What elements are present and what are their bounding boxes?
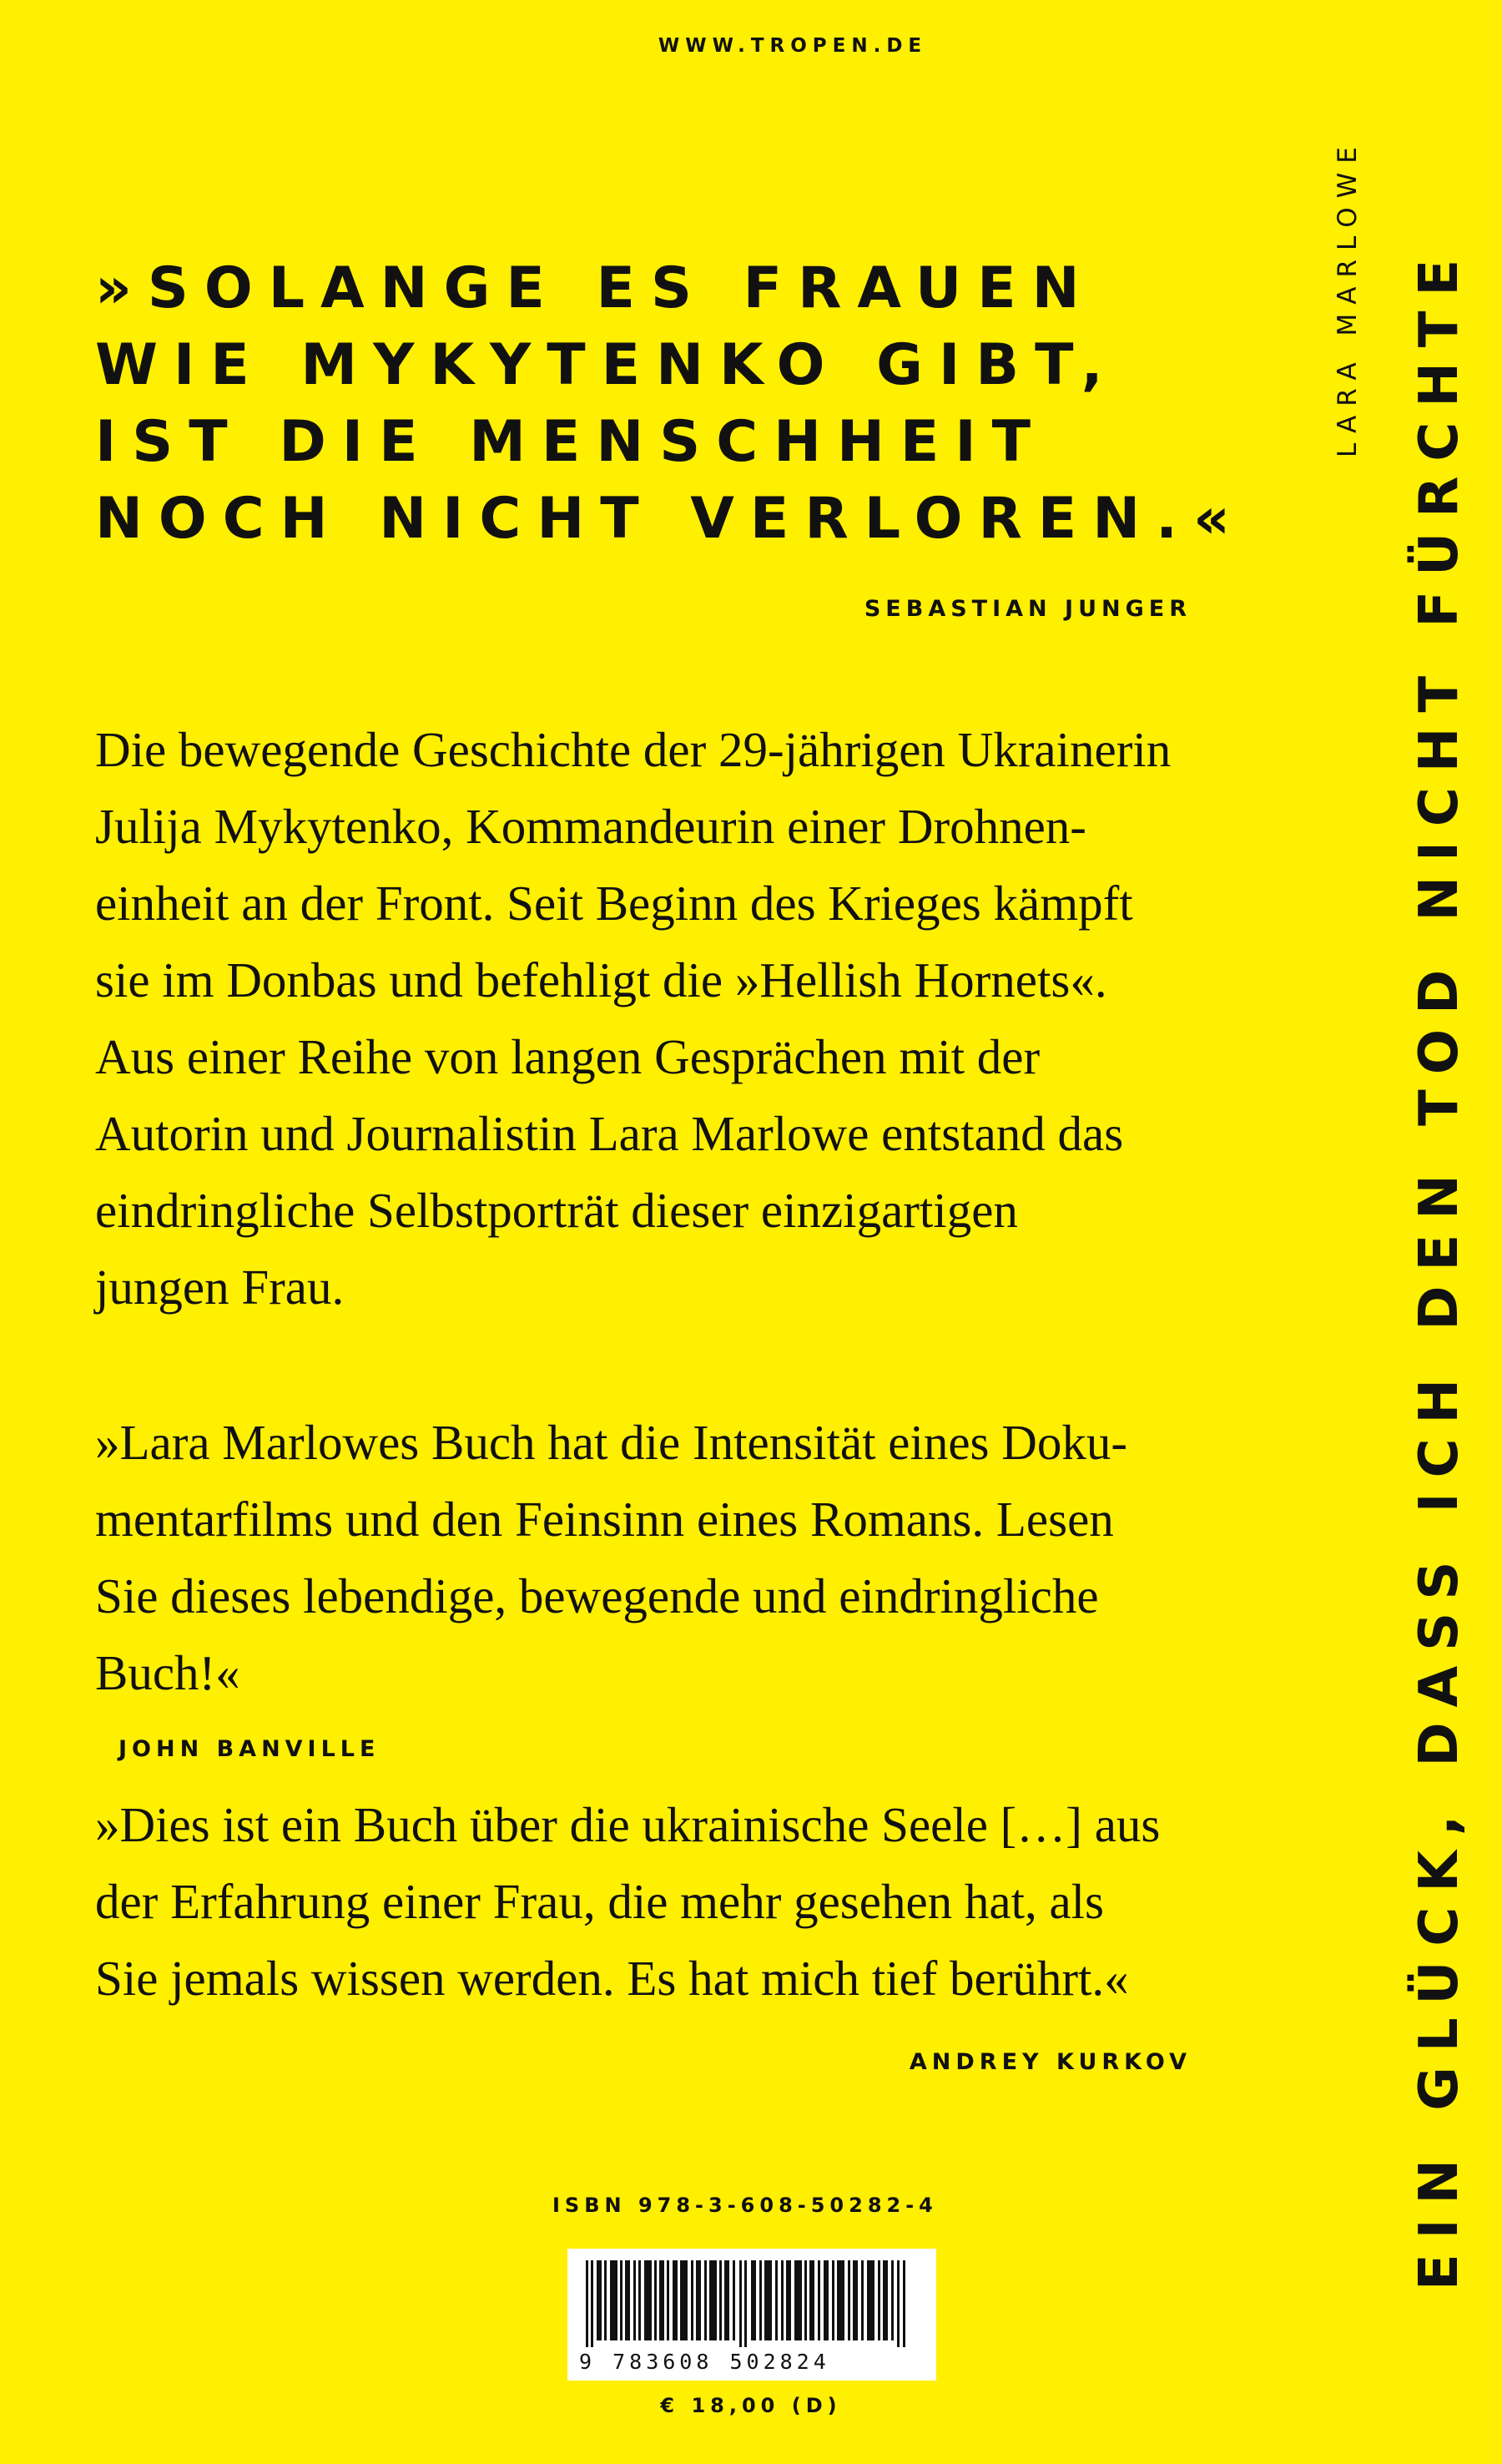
publisher-url: WWW.TROPEN.DE bbox=[658, 35, 928, 57]
price: € 18,00 (D) bbox=[660, 2394, 842, 2417]
headline-quote-author: SEBASTIAN JUNGER bbox=[864, 596, 1192, 622]
quote-line: Sie jemals wissen werden. Es hat mich tief berührt.« bbox=[95, 1951, 1129, 2006]
headline-quote bbox=[95, 250, 1280, 558]
quote-banville-author: JOHN BANVILLE bbox=[118, 1736, 381, 1762]
quote-line: »Dies ist ein Buch über die ukrainische Seele […] aus bbox=[95, 1797, 1161, 1852]
description-line: Julija Mykytenko, Kommandeurin einer Drohnen- bbox=[95, 799, 1086, 854]
description-line: jungen Frau. bbox=[95, 1260, 345, 1315]
description-line: einheit an der Front. Seit Beginn des Krieges kämpft bbox=[95, 876, 1133, 931]
book-description bbox=[95, 711, 1213, 1325]
quote-kurkov bbox=[95, 1786, 1213, 2017]
headline-line: »SOLANGE ES FRAUEN bbox=[95, 255, 1096, 321]
barcode-digits: 9 783608 502824 bbox=[579, 2350, 830, 2374]
description-line: eindringliche Selbstporträt dieser einzigartigen bbox=[95, 1183, 1018, 1238]
barcode bbox=[567, 2249, 936, 2381]
quote-kurkov-author: ANDREY KURKOV bbox=[909, 2049, 1192, 2075]
isbn: ISBN 978-3-608-50282-4 bbox=[552, 2194, 938, 2217]
quote-banville bbox=[95, 1404, 1213, 1788]
quote-line: »Lara Marlowes Buch hat die Intensität eines Doku- bbox=[95, 1415, 1127, 1470]
quote-line: Sie dieses lebendige, bewegende und eindringliche bbox=[95, 1568, 1099, 1623]
quote-line: mentarfilms und den Feinsinn eines Romans. Lesen bbox=[95, 1492, 1114, 1547]
description-line: sie im Donbas und befehligt die »Hellish Hornets«. bbox=[95, 952, 1107, 1007]
description-line: Aus einer Reihe von langen Gesprächen mit der bbox=[95, 1029, 1041, 1084]
quote-line bbox=[95, 1634, 1213, 1788]
description-line: Autorin und Journalistin Lara Marlowe entstand das bbox=[95, 1106, 1124, 1161]
description-line: Die bewegende Geschichte der 29-jährigen Ukrainerin bbox=[95, 722, 1172, 777]
spine-title: EIN GLÜCK, DASS ICH DEN TOD NICHT FÜRCHTE bbox=[1409, 244, 1470, 2290]
headline-line: NOCH NICHT VERLOREN.« bbox=[95, 486, 1246, 552]
quote-line: der Erfahrung einer Frau, die mehr gesehen hat, als bbox=[95, 1874, 1105, 1929]
headline-line: IST DIE MENSCHHEIT bbox=[95, 409, 1047, 475]
barcode-bars-icon bbox=[586, 2260, 920, 2347]
quote-last-line: Buch!« bbox=[95, 1645, 240, 1700]
spine-author: LARA MARLOWE bbox=[1333, 138, 1363, 457]
headline-line: WIE MYKYTENKO GIBT, bbox=[95, 332, 1119, 398]
